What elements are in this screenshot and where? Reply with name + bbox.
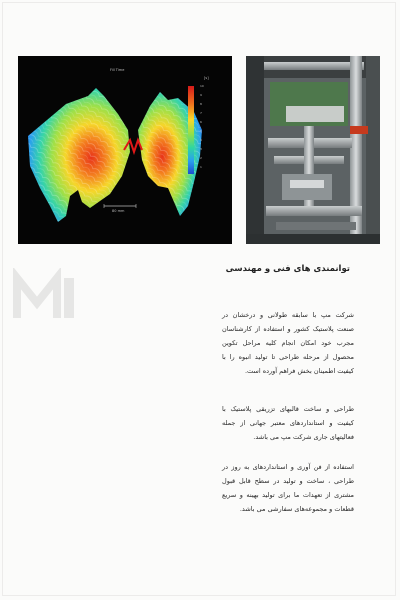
red-label-plate: [350, 126, 368, 134]
legend-tick: 2: [200, 156, 202, 160]
legend-tick: 5: [200, 129, 202, 133]
paragraph-mold-design: طراحی و ساخت قالبهای تزریقی پلاستیک با کیفیت و استانداردهای معتبر جهانی از جمله فعالیتهای جاری شرکت مپ می باشد.: [222, 405, 354, 441]
legend-tick: 3: [200, 147, 202, 151]
simulation-unit: [s]: [204, 76, 209, 80]
legend-tick: 4: [200, 138, 202, 142]
section-heading: توانمندی های فنی و مهندسی: [225, 264, 350, 274]
paragraph-company-history: شرکت مپ با سابقه طولانی و درخشان در صنعت پلاستیک کشور و استفاده از کارشناسان مجرب خود امکان انجام کلیه مراحل تکوین محصول از مرحله طراحی تا تولید انبوه را با کیفیت اطمینان بخش فراهم آورده است.: [222, 311, 354, 375]
scale-bar-label: 80 mm: [112, 209, 125, 213]
legend-tick: 6: [200, 120, 202, 124]
mold-machinery-photo: [246, 56, 380, 244]
simulation-title: Fill Time: [110, 68, 125, 72]
legend-tick: 8: [200, 102, 202, 106]
legend-tick: 1: [200, 165, 202, 169]
legend-tick: 10: [200, 84, 204, 88]
legend-tick: 9: [200, 93, 202, 97]
legend-tick: 7: [200, 111, 202, 115]
color-legend-bar: [188, 86, 194, 174]
paragraph-technology-commitment: استفاده از فن آوری و استانداردهای به روز در طراحی ، ساخت و تولید در سطح قابل قبول مشتری از تعهدات ما برای تولید بهینه و سریع قطعات و مجموعه‌های سفارشی می باشد.: [222, 463, 354, 513]
machinery-graphic: [246, 56, 380, 244]
watermark-logo: [12, 268, 82, 328]
